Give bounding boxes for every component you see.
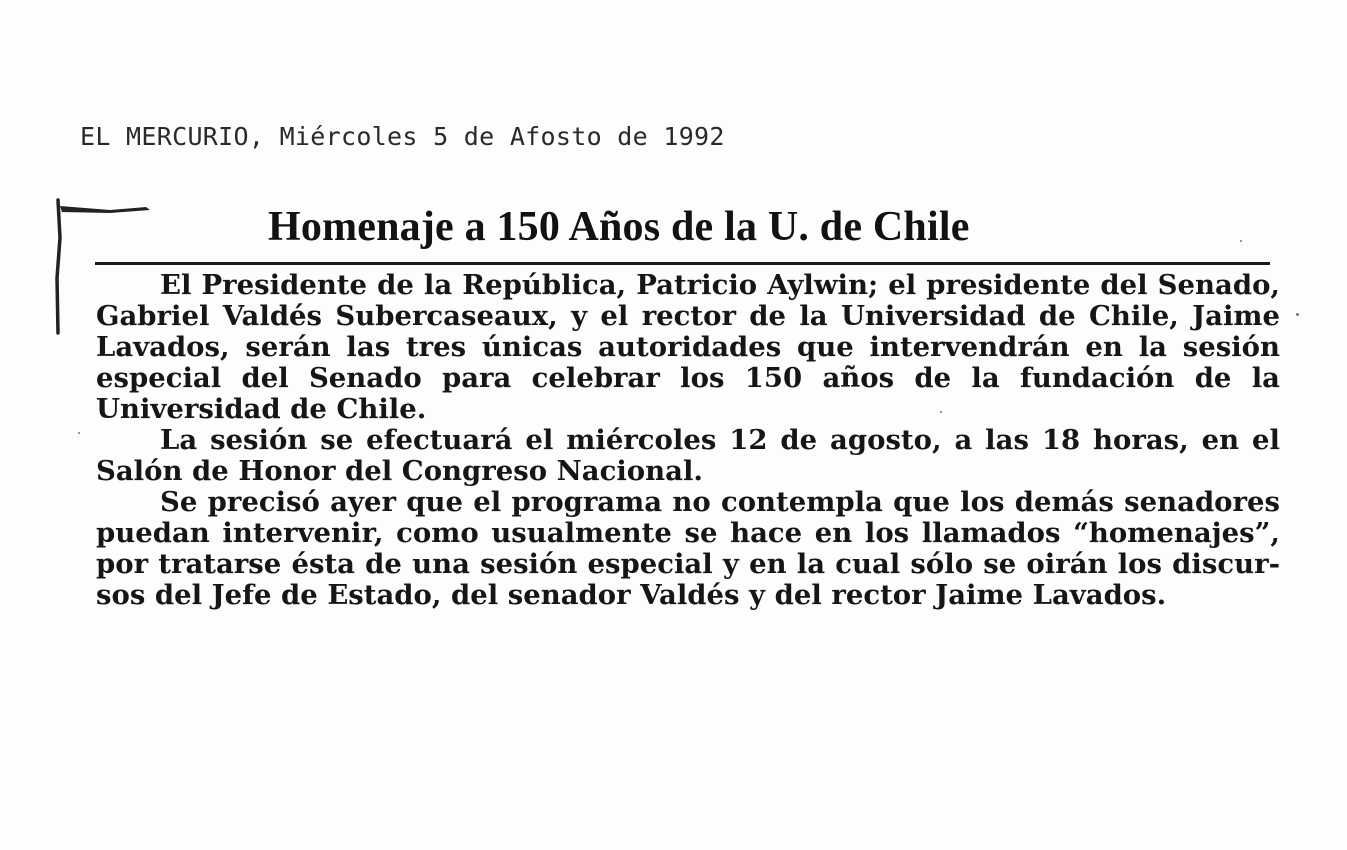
scan-speck <box>1240 240 1242 242</box>
article-paragraph-3: Se precisó ayer que el programa no contempla que los demás senadores puedan intervenir, como usualmente se hace en los llamados “homenajes”, por tratarse ésta de una sesión especial y en la cual sólo se oirán los discursos del Jefe de Estado, del senador Valdés y del rector Jaime Lavados. <box>96 486 1280 611</box>
headline-rule <box>95 262 1270 265</box>
scan-speck <box>78 432 80 434</box>
article-paragraph-2: La sesión se efectuará el miércoles 12 de agosto, a las 18 horas, en el Salón de Honor del Congreso Nacional. <box>96 424 1280 487</box>
scan-speck <box>1296 313 1299 316</box>
article-body <box>96 270 1280 611</box>
scan-speck <box>940 411 942 413</box>
dateline: EL MERCURIO, Miércoles 5 de Afosto de 1992 <box>80 122 725 151</box>
article-paragraph-1: El Presidente de la República, Patricio Aylwin; el presidente del Senado, Gabriel Valdés Subercaseaux, y el rector de la Universidad de Chile, Jaime Lavados, serán las tres únicas autoridades que intervendrán en la sesión especial del Senado para celebrar los 150 años de la fundación de la Universidad de Chile. <box>96 269 1280 425</box>
article-headline: Homenaje a 150 Años de la U. de Chile <box>268 204 970 250</box>
